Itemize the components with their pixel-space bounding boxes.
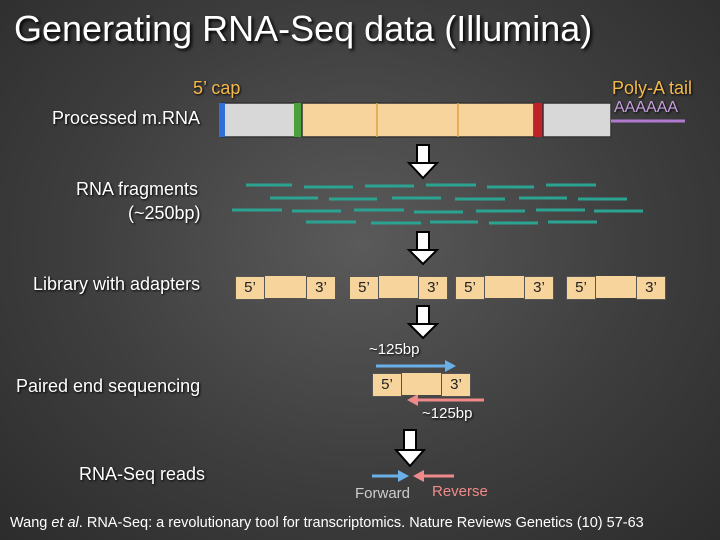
polya-sequence: AAAAAA bbox=[614, 99, 679, 116]
stop-codon-marker bbox=[534, 103, 543, 137]
cap-marker bbox=[219, 103, 225, 137]
slide-title: Generating RNA-Seq data (Illumina) bbox=[14, 8, 593, 49]
processed-mrna-bar bbox=[219, 103, 685, 137]
down-arrow-icon bbox=[409, 145, 437, 178]
library-insert bbox=[483, 276, 529, 298]
down-arrow-icon bbox=[409, 306, 437, 338]
adapter-3prime: 3’ bbox=[524, 276, 554, 300]
reverse-label: Reverse bbox=[432, 483, 488, 500]
three-utr bbox=[543, 103, 611, 137]
read-length-top: ~125bp bbox=[369, 341, 420, 358]
citation-author: Wang bbox=[10, 515, 52, 531]
cap-label: 5’ cap bbox=[193, 78, 241, 98]
read-length-bottom: ~125bp bbox=[422, 405, 473, 422]
rna-fragments-size-label: (~250bp) bbox=[128, 203, 201, 223]
start-codon-marker bbox=[294, 103, 302, 137]
adapter-3prime: 3’ bbox=[636, 276, 666, 300]
citation-etal: et al bbox=[51, 515, 79, 531]
forward-read-arrow bbox=[376, 360, 456, 372]
paired-end-5prime-adapter: 5’ bbox=[372, 373, 402, 397]
citation bbox=[10, 515, 644, 531]
adapter-5prime: 5’ bbox=[566, 276, 596, 300]
library-insert bbox=[594, 276, 640, 298]
forward-label: Forward bbox=[355, 485, 411, 502]
polya-label: Poly-A tail bbox=[612, 78, 693, 98]
adapter-3prime: 3’ bbox=[306, 276, 336, 300]
processed-mrna-label: Processed m.RNA bbox=[52, 108, 201, 128]
down-arrow-icon bbox=[396, 430, 424, 466]
paired-end-3prime-adapter: 3’ bbox=[441, 373, 471, 397]
adapter-5prime: 5’ bbox=[349, 276, 379, 300]
paired-end-insert bbox=[399, 373, 443, 395]
paired-end-label: Paired end sequencing bbox=[16, 376, 201, 396]
adapter-5prime: 5’ bbox=[455, 276, 485, 300]
citation-rest: . RNA-Seq: a revolutionary tool for transcriptomics. Nature Reviews Genetics (10) 57-63 bbox=[78, 515, 644, 531]
adapter-3prime: 3’ bbox=[418, 276, 448, 300]
adapter-5prime: 5’ bbox=[235, 276, 265, 300]
rnaseq-reads-label: RNA-Seq reads bbox=[79, 464, 206, 484]
down-arrow-icon bbox=[409, 232, 437, 264]
forward-read-icon bbox=[372, 470, 409, 482]
five-utr bbox=[222, 103, 297, 137]
coding-exons bbox=[302, 103, 534, 137]
rna-fragments-label: RNA fragments bbox=[76, 179, 199, 199]
rna-fragments bbox=[232, 185, 643, 223]
reverse-read-icon bbox=[413, 470, 454, 482]
library-label: Library with adapters bbox=[33, 274, 201, 294]
